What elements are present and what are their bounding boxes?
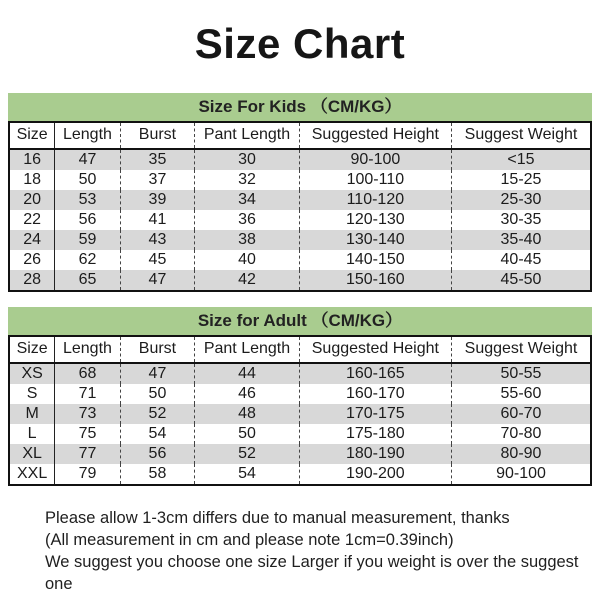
table-cell: 40 [195, 250, 300, 270]
table-cell: 175-180 [299, 424, 451, 444]
table-cell: 160-165 [299, 363, 451, 384]
table-cell: 32 [195, 170, 300, 190]
table-cell: XXL [17, 465, 48, 482]
table-cell: 18 [23, 171, 42, 188]
table-cell: 20 [23, 191, 42, 208]
measurement-notes [45, 507, 580, 595]
table-cell: 16 [23, 151, 42, 168]
table-cell: 120-130 [299, 210, 451, 230]
column-header: Burst [120, 336, 195, 363]
table-row [9, 464, 591, 485]
table-cell: 44 [195, 363, 300, 384]
adult-size-table [8, 335, 592, 486]
table-cell: 54 [195, 464, 300, 485]
column-header: Pant Length [195, 336, 300, 363]
table-row [9, 363, 591, 384]
table-cell: 100-110 [299, 170, 451, 190]
table-cell: 190-200 [299, 464, 451, 485]
table-cell: 22 [23, 211, 42, 228]
table-cell: 45 [120, 250, 195, 270]
table-cell: 140-150 [299, 250, 451, 270]
table-cell: L [27, 425, 37, 442]
column-header: Length [55, 122, 120, 149]
table-cell: 42 [195, 270, 300, 291]
column-header: Suggested Height [299, 122, 451, 149]
table-cell: 43 [120, 230, 195, 250]
table-cell: 150-160 [299, 270, 451, 291]
table-cell: 40-45 [451, 250, 591, 270]
table-cell: 52 [120, 404, 195, 424]
table-cell: 170-175 [299, 404, 451, 424]
table-cell: 56 [55, 210, 120, 230]
table-cell: 180-190 [299, 444, 451, 464]
table-cell: XL [22, 445, 42, 462]
table-cell: 65 [55, 270, 120, 291]
table-cell: 37 [120, 170, 195, 190]
table-cell: 160-170 [299, 384, 451, 404]
table-cell: 53 [55, 190, 120, 210]
note-line: Please allow 1-3cm differs due to manual measurement, thanks [45, 509, 510, 527]
table-cell: 68 [55, 363, 120, 384]
table-row [9, 230, 591, 250]
note-line: We suggest you choose one size Larger if you weight is over the suggest one [45, 553, 579, 593]
table-row [9, 170, 591, 190]
table-cell: 52 [195, 444, 300, 464]
table-cell: 59 [55, 230, 120, 250]
table-cell: 24 [23, 231, 42, 248]
table-cell: 41 [120, 210, 195, 230]
header-row [9, 336, 591, 363]
table-row [9, 149, 591, 170]
table-row [9, 384, 591, 404]
table-cell: 36 [195, 210, 300, 230]
table-cell: 70-80 [451, 424, 591, 444]
table-cell: 25-30 [451, 190, 591, 210]
table-cell: 110-120 [299, 190, 451, 210]
table-cell: 30-35 [451, 210, 591, 230]
column-header: Pant Length [195, 122, 300, 149]
table-cell: 62 [55, 250, 120, 270]
table-row [9, 250, 591, 270]
page-title: Size Chart [194, 20, 406, 67]
table-cell: 35 [120, 149, 195, 170]
table-cell: 50 [55, 170, 120, 190]
table-cell: 71 [55, 384, 120, 404]
column-header: Suggested Height [299, 336, 451, 363]
table-cell: 48 [195, 404, 300, 424]
table-cell: 90-100 [451, 464, 591, 485]
table-cell: 30 [195, 149, 300, 170]
table-cell: 73 [55, 404, 120, 424]
adult-section-banner: Size for Adult （CM/KG） [8, 307, 592, 335]
column-header: Size [9, 122, 55, 149]
table-row [9, 190, 591, 210]
table-row [9, 270, 591, 291]
table-cell: 90-100 [299, 149, 451, 170]
header-row [9, 122, 591, 149]
table-cell: 35-40 [451, 230, 591, 250]
table-cell: <15 [451, 149, 591, 170]
table-row [9, 404, 591, 424]
table-cell: 55-60 [451, 384, 591, 404]
table-cell: 28 [23, 271, 42, 288]
note-line: (All measurement in cm and please note 1cm=0.39inch) [45, 531, 454, 549]
table-cell: 58 [120, 464, 195, 485]
kids-section-banner: Size For Kids （CM/KG） [8, 93, 592, 121]
table-cell: 26 [23, 251, 42, 268]
column-header: Size [9, 336, 55, 363]
table-cell: 60-70 [451, 404, 591, 424]
table-cell: 50 [195, 424, 300, 444]
table-cell: 56 [120, 444, 195, 464]
table-row [9, 444, 591, 464]
table-cell: 15-25 [451, 170, 591, 190]
table-cell: 34 [195, 190, 300, 210]
table-cell: 79 [55, 464, 120, 485]
table-cell: 47 [55, 149, 120, 170]
table-cell: 77 [55, 444, 120, 464]
table-cell: 45-50 [451, 270, 591, 291]
table-cell: M [25, 405, 39, 422]
table-cell: 130-140 [299, 230, 451, 250]
table-row [9, 210, 591, 230]
table-cell: 39 [120, 190, 195, 210]
column-header: Burst [120, 122, 195, 149]
table-cell: 47 [120, 363, 195, 384]
table-cell: S [26, 385, 38, 402]
table-cell: 50 [120, 384, 195, 404]
table-row [9, 424, 591, 444]
table-cell: XS [21, 365, 43, 382]
table-cell: 75 [55, 424, 120, 444]
table-cell: 38 [195, 230, 300, 250]
column-header: Suggest Weight [451, 336, 591, 363]
table-cell: 46 [195, 384, 300, 404]
column-header: Suggest Weight [451, 122, 591, 149]
table-cell: 50-55 [451, 363, 591, 384]
column-header: Length [55, 336, 120, 363]
table-cell: 54 [120, 424, 195, 444]
kids-size-table [8, 121, 592, 292]
table-cell: 47 [120, 270, 195, 291]
table-cell: 80-90 [451, 444, 591, 464]
